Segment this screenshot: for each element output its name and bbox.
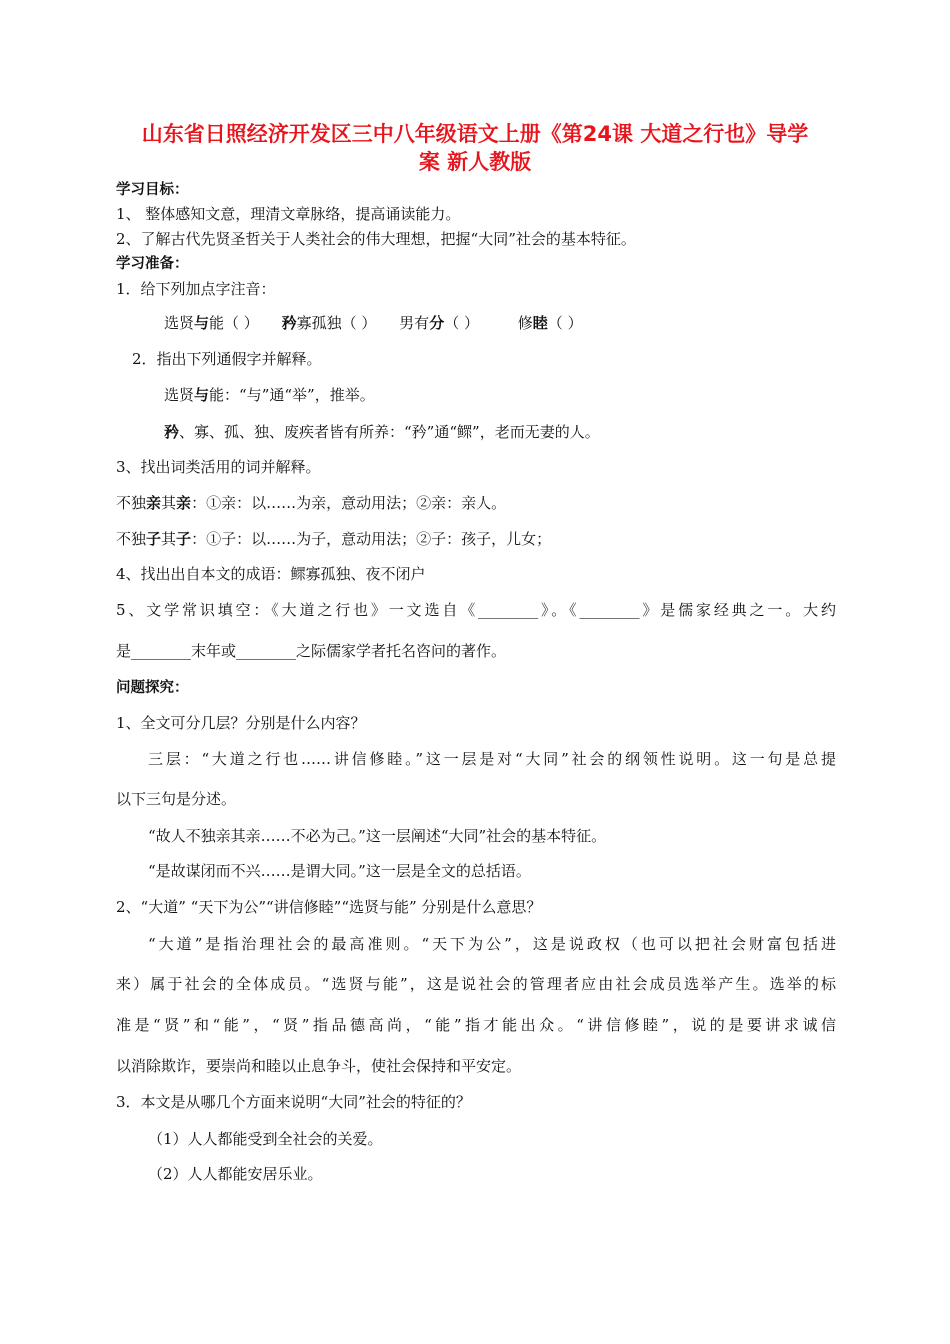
prep-question-2: 2．指出下列通假字并解释。 [132,350,322,368]
document-title-line-2: 案 新人教版 [418,150,532,174]
prep-question-4: 4、找出出自本文的成语：鳏寡孤独、夜不闭户 [116,565,426,583]
pinyin-item: 选贤与能（ ） [164,314,259,332]
explore-question-2: 2、“大道” “天下为公”“讲信修睦”“选贤与能” 分别是什么意思？ [116,898,542,916]
explore-question-1: 1、全文可分几层？分别是什么内容？ [116,714,366,732]
answer-2-line-1: “大道”是指治理社会的最高准则。“天下为公”，这是说政权（也可以把社会财富包括进 [148,935,836,953]
prep-heading: 学习准备： [116,256,189,272]
answer-3-item-2: （2）人人都能安居乐业。 [148,1165,323,1183]
goal-item-2: 2、了解古代先贤圣哲关于人类社会的伟大理想，把握“大同”社会的基本特征。 [116,230,636,248]
answer-3-item-1: （1）人人都能受到全社会的关爱。 [148,1130,383,1148]
tongjia-item-1: 选贤与能：“与”通“举”，推举。 [164,386,375,404]
prep-question-5-line-1: 5、文学常识填空：《大道之行也》一文选自《________》。《________》是儒家经典之一。大约 [116,601,836,619]
goals-heading: 学习目标： [116,182,189,198]
answer-1-line-2: 以下三句是分述。 [116,790,237,808]
pinyin-item: 男有分（ ） [399,314,479,332]
answer-2-line-3: 准是“贤”和“能”，“贤”指品德高尚，“能”指才能出众。“讲信修睦”，说的是要讲求诚信 [116,1016,836,1034]
tongjia-item-2: 矜、寡、孤、独、废疾者皆有所养：“矜”通“鳏”，老而无妻的人。 [164,423,600,441]
answer-1-line-1: 三层：“大道之行也……讲信修睦。”这一层是对“大同”社会的纲领性说明。这一句是总提 [148,750,836,768]
pinyin-item: 修睦（ ） [517,314,583,332]
answer-2-line-4: 以消除欺诈，要崇尚和睦以止息争斗，使社会保持和平安定。 [116,1057,522,1075]
pinyin-items [164,313,583,333]
answer-1-line-3: “故人不独亲其亲……不必为己。”这一层阐述“大同”社会的基本特征。 [148,827,607,845]
explore-question-3: 3．本文是从哪几个方面来说明“大同”社会的特征的？ [116,1093,471,1111]
word-usage-item-2: 不独子其子：①子：以……为子，意动用法；②子：孩子，儿女； [116,530,552,548]
answer-1-line-4: “是故谋闭而不兴……是谓大同。”这一层是全文的总括语。 [148,862,531,880]
prep-question-1: 1．给下列加点字注音： [116,280,276,298]
explore-heading: 问题探究： [116,680,189,696]
prep-question-3: 3、找出词类活用的词并解释。 [116,458,321,476]
pinyin-item: 矜寡孤独（ ） [281,314,377,332]
word-usage-item-1: 不独亲其亲：①亲：以……为亲，意动用法；②亲：亲人。 [116,494,507,512]
answer-2-line-2: 来）属于社会的全体成员。“选贤与能”，这是说社会的管理者应由社会成员选举产生。选举的标 [116,975,836,993]
prep-question-5-line-2: 是________末年或________之际儒家学者托名咨问的著作。 [116,642,507,660]
document-title-line-1: 山东省日照经济开发区三中八年级语文上册《第24课 大道之行也》导学 [141,122,809,146]
goal-item-1: 1、 整体感知文意，理清文章脉络，提高诵读能力。 [116,205,461,223]
